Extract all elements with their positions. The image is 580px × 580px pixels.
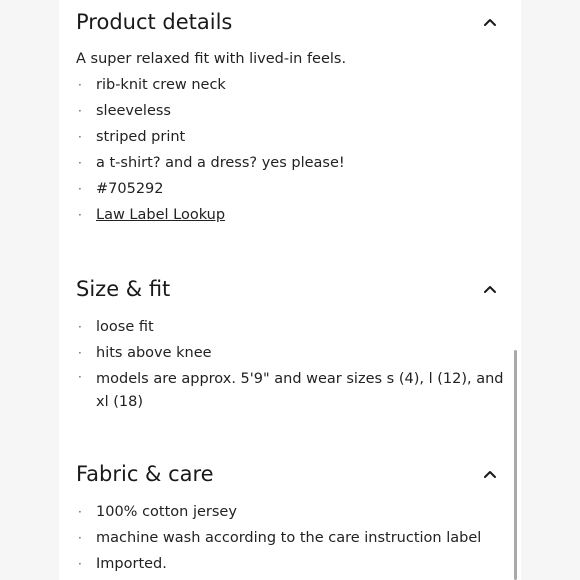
list-item	[76, 340, 506, 366]
product-info-panel	[59, 0, 521, 580]
list-item	[76, 98, 506, 124]
section-header-size-fit[interactable]	[76, 273, 506, 305]
chevron-up-icon[interactable]	[482, 14, 498, 30]
product-details-list	[76, 72, 506, 228]
list-item	[76, 176, 506, 202]
list-item	[76, 499, 506, 525]
list-item	[76, 314, 506, 340]
bullet-icon: ·	[78, 557, 82, 571]
list-item	[76, 366, 506, 415]
list-item	[76, 202, 506, 228]
section-size-fit	[76, 273, 506, 415]
bullet-icon: ·	[78, 320, 82, 334]
chevron-up-icon[interactable]	[482, 466, 498, 482]
fabric-care-list	[76, 499, 506, 577]
list-item-text: Imported.	[96, 556, 167, 572]
list-item-text: hits above knee	[96, 345, 212, 361]
list-item-text: a t-shirt? and a dress? yes please!	[96, 155, 345, 171]
section-title: Product details	[76, 10, 233, 34]
bullet-icon: ·	[78, 370, 82, 384]
bullet-icon: ·	[78, 130, 82, 144]
section-title: Size & fit	[76, 277, 171, 301]
bullet-icon: ·	[78, 346, 82, 360]
list-item-text: models are approx. 5'9" and wear sizes s (4), l (12), and xl (18)	[96, 371, 504, 410]
bullet-icon: ·	[78, 78, 82, 92]
list-item	[76, 551, 506, 577]
bullet-icon: ·	[78, 531, 82, 545]
list-item-text: rib-knit crew neck	[96, 77, 226, 93]
list-item-text: machine wash according to the care instruction label	[96, 530, 482, 546]
section-fabric-care	[76, 458, 506, 577]
bullet-icon: ·	[78, 182, 82, 196]
list-item-text: #705292	[96, 181, 164, 197]
bullet-icon: ·	[78, 104, 82, 118]
list-item	[76, 72, 506, 98]
bullet-icon: ·	[78, 208, 82, 222]
scrollbar-thumb[interactable]	[514, 350, 517, 580]
bullet-icon: ·	[78, 505, 82, 519]
size-fit-list	[76, 314, 506, 415]
chevron-up-icon[interactable]	[482, 281, 498, 297]
section-header-fabric-care[interactable]	[76, 458, 506, 490]
section-header-product-details[interactable]	[76, 6, 506, 38]
bullet-icon: ·	[78, 156, 82, 170]
list-item	[76, 150, 506, 176]
list-item-text: 100% cotton jersey	[96, 504, 237, 520]
list-item-text: striped print	[96, 129, 186, 145]
section-product-details	[76, 6, 506, 228]
list-item	[76, 124, 506, 150]
list-item	[76, 525, 506, 551]
list-item-text: sleeveless	[96, 103, 171, 119]
list-item-text: loose fit	[96, 319, 154, 335]
law-label-lookup-link[interactable]: Law Label Lookup	[96, 207, 226, 223]
section-title: Fabric & care	[76, 462, 214, 486]
product-description: A super relaxed fit with lived-in feels.	[76, 51, 347, 67]
